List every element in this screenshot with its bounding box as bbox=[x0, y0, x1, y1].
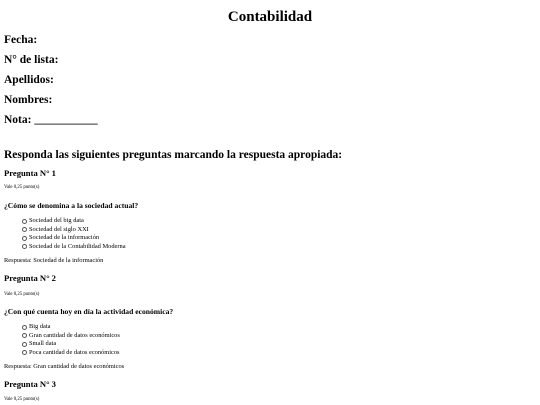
question-2-answer: Respuesta: Gran cantidad de datos económicos bbox=[4, 363, 125, 370]
apellidos-label: Apellidos: bbox=[4, 74, 54, 86]
question-1-answer: Respuesta: Sociedad de la información bbox=[4, 257, 104, 264]
option-label: Sociedad del siglo XXI bbox=[29, 225, 89, 233]
option[interactable] bbox=[22, 340, 120, 349]
option-label: Poca cantidad de datos económicos bbox=[29, 348, 120, 356]
fecha-label: Fecha: bbox=[4, 34, 38, 46]
option-label: Sociedad de la Contabilidad Moderna bbox=[29, 242, 126, 250]
radio-button[interactable] bbox=[22, 325, 27, 330]
option[interactable] bbox=[22, 243, 126, 252]
question-2-title: Pregunta N° 2 bbox=[4, 273, 56, 283]
radio-button[interactable] bbox=[22, 227, 27, 232]
radio-button[interactable] bbox=[22, 333, 27, 338]
question-1-title: Pregunta N° 1 bbox=[4, 168, 56, 178]
option-label: Sociedad del big data bbox=[29, 217, 84, 224]
option[interactable] bbox=[22, 234, 126, 243]
question-1-text: ¿Cómo se denomina a la sociedad actual? bbox=[4, 201, 139, 210]
question-1-value: Vale 0,25 punto(s) bbox=[4, 185, 40, 190]
option[interactable] bbox=[22, 332, 120, 341]
question-1-options bbox=[22, 217, 126, 251]
option-label: Small data bbox=[29, 340, 57, 347]
radio-button[interactable] bbox=[22, 244, 27, 249]
question-3-value: Vale 0,25 punto(s) bbox=[4, 397, 40, 402]
question-2-text: ¿Con qué cuenta hoy en día la actividad económica? bbox=[4, 307, 174, 316]
nombres-label: Nombres: bbox=[4, 94, 53, 106]
page-title: Contabilidad bbox=[227, 9, 313, 25]
question-3-title: Pregunta N° 3 bbox=[4, 379, 56, 389]
radio-button[interactable] bbox=[22, 219, 27, 224]
option[interactable] bbox=[22, 349, 120, 358]
question-2-options bbox=[22, 323, 120, 357]
option-label: Gran cantidad de datos económicos bbox=[29, 331, 120, 339]
option-label: Sociedad de la información bbox=[29, 234, 100, 241]
option[interactable] bbox=[22, 217, 126, 226]
instruction-text: Responda las siguientes preguntas marcando la respuesta apropiada: bbox=[4, 149, 343, 161]
lista-label: N° de lista: bbox=[4, 54, 59, 66]
nota-label: Nota: ___________ bbox=[4, 114, 98, 126]
option[interactable] bbox=[22, 323, 120, 332]
option-label: Big data bbox=[29, 323, 51, 330]
radio-button[interactable] bbox=[22, 236, 27, 241]
radio-button[interactable] bbox=[22, 350, 27, 355]
option[interactable] bbox=[22, 226, 126, 235]
question-2-value: Vale 0,25 punto(s) bbox=[4, 292, 40, 297]
radio-button[interactable] bbox=[22, 342, 27, 347]
